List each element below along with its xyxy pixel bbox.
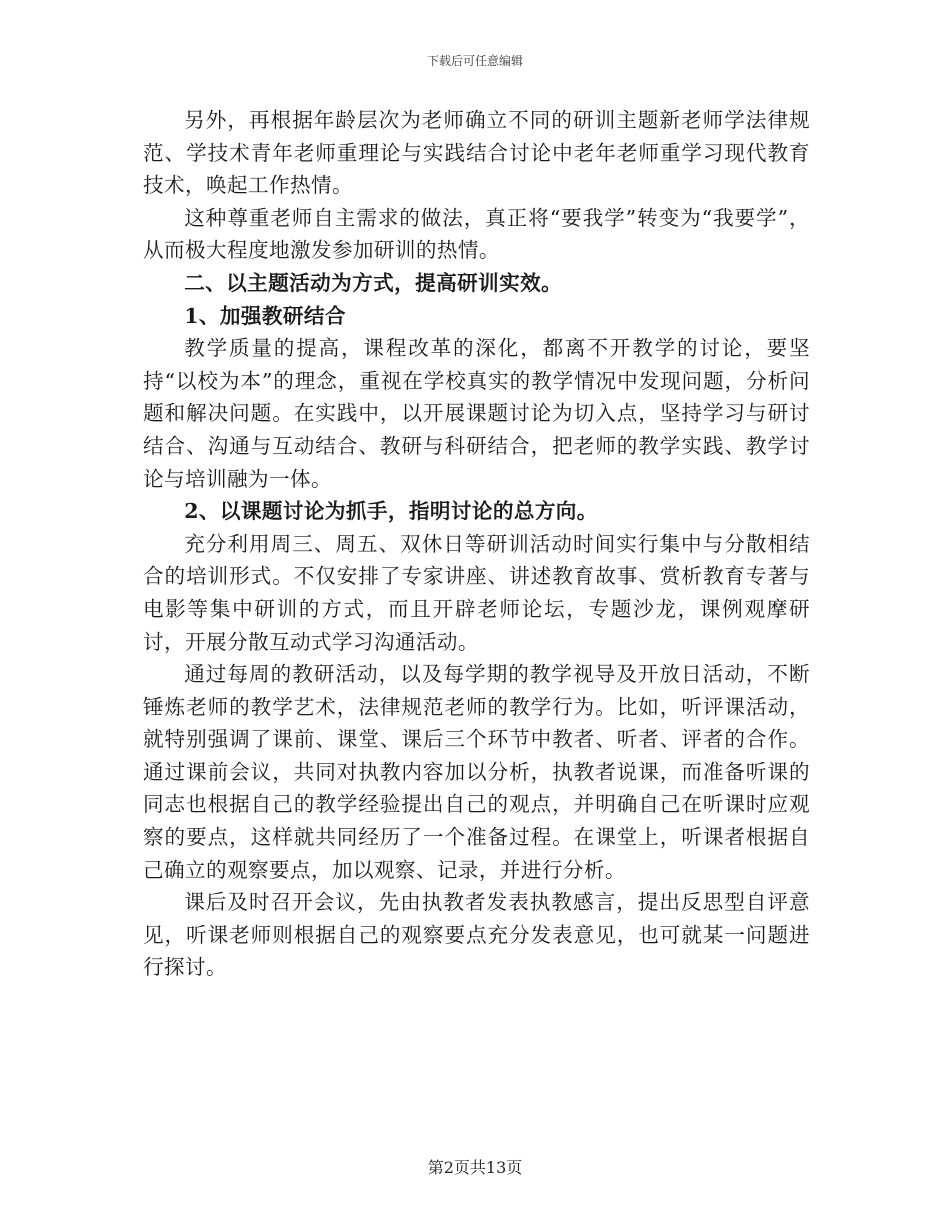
paragraph-1: 另外，再根据年龄层次为老师确立不同的研训主题新老师学法律规范、学技术青年老师重理论与实践结合讨论中老年老师重学习现代教育技术，唤起工作热情。 (143, 108, 810, 198)
page-header: 下载后可任意编辑 (426, 54, 523, 68)
paragraph-3: 教学质量的提高，课程改革的深化，都离不开教学的讨论，要坚持“以校为本”的理念，重视在学校真实的教学情况中发现问题，分析问题和解决问题。在实践中，以开展课题讨论为切入点，坚持学习与研讨结合、沟通与互动结合、教研与科研结合，把老师的教学实践、教学讨论与培训融为一体。 (143, 336, 810, 491)
page-number-footer: 第2页共13页 (427, 1158, 523, 1177)
document-body (143, 104, 810, 984)
subheading-2: 2、以课题讨论为抓手，指明讨论的总方向。 (184, 499, 598, 524)
section-heading-2: 二、以主题活动为方式，提高研训实效。 (184, 270, 563, 295)
paragraph-2: 这种尊重老师自主需求的做法，真正将“要我学”转变为“我要学”，从而极大程度地激发参加研训的热情。 (143, 205, 810, 263)
subheading-1: 1、加强教研结合 (184, 303, 346, 328)
paragraph-4: 充分利用周三、周五、双休日等研训活动时间实行集中与分散相结合的培训形式。不仅安排了专家讲座、讲述教育故事、赏析教育专著与电影等集中研训的方式，而且开辟老师论坛，专题沙龙，课例观摩研讨，开展分散互动式学习沟通活动。 (143, 531, 810, 654)
paragraph-6: 课后及时召开会议，先由执教者发表执教感言，提出反思型自评意见，听课老师则根据自己的观察要点充分发表意见，也可就某一问题进行探讨。 (143, 890, 810, 980)
paragraph-5: 通过每周的教研活动，以及每学期的教学视导及开放日活动，不断锤炼老师的教学艺术，法律规范老师的教学行为。比如，听评课活动，就特别强调了课前、课堂、课后三个环节中教者、听者、评者的合作。通过课前会议，共同对执教内容加以分析，执教者说课，而准备听课的同志也根据自己的教学经验提出自己的观点，并明确自己在听课时应观察的要点，这样就共同经历了一个准备过程。在课堂上，听课者根据自己确立的观察要点，加以观察、记录，并进行分析。 (143, 662, 810, 882)
